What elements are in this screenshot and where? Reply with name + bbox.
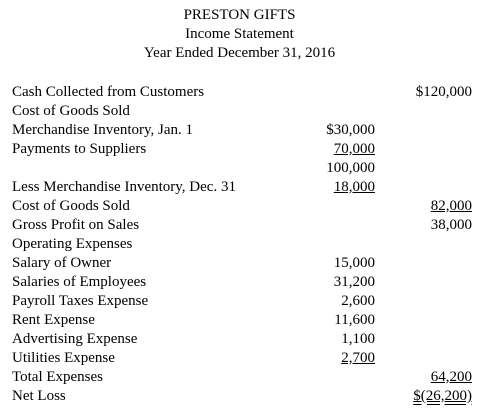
row-cogs-total [0, 197, 479, 216]
row-label: Operating Expenses [12, 236, 133, 252]
row-advertising [0, 330, 479, 349]
row-payroll-taxes [0, 292, 479, 311]
row-label: Merchandise Inventory, Jan. 1 [12, 122, 194, 138]
row-amount-value: 11,600 [334, 312, 375, 328]
row-cash-collected [0, 83, 479, 102]
row-label: Net Loss [12, 388, 66, 404]
row-total-value: 38,000 [430, 217, 472, 233]
row-amount-value: 18,000 [333, 179, 375, 195]
row-opex-heading [0, 235, 479, 254]
row-label: Less Merchandise Inventory, Dec. 31 [12, 179, 236, 195]
row-label: Salary of Owner [12, 255, 112, 271]
row-goods-available [0, 159, 479, 178]
row-salaries-employees [0, 273, 479, 292]
row-amount-value: 2,700 [341, 350, 375, 366]
row-utilities [0, 349, 479, 368]
row-label: Cost of Goods Sold [12, 103, 130, 119]
row-label: Cash Collected from Customers [12, 84, 205, 100]
row-amount-value: 100,000 [326, 160, 375, 176]
row-total-value: $120,000 [415, 84, 472, 100]
row-total-value: 64,200 [430, 369, 472, 385]
row-label: Payments to Suppliers [12, 141, 147, 157]
row-amount-value: 2,600 [341, 293, 375, 309]
row-total-expenses [0, 368, 479, 387]
row-amount-value: $30,000 [326, 122, 375, 138]
row-amount-value: 15,000 [333, 255, 375, 271]
row-total-value: 82,000 [430, 198, 472, 214]
row-amount-value: 31,200 [333, 274, 375, 290]
row-label: Payroll Taxes Expense [12, 293, 149, 309]
row-net-loss [0, 387, 479, 406]
statement-period: Year Ended December 31, 2016 [143, 45, 336, 61]
row-label: Total Expenses [12, 369, 104, 385]
statement-title: Income Statement [185, 26, 294, 42]
row-label: Utilities Expense [12, 350, 115, 366]
row-rent [0, 311, 479, 330]
row-payments-suppliers [0, 140, 479, 159]
row-inventory-jan [0, 121, 479, 140]
row-amount-value: 1,100 [341, 331, 375, 347]
row-inventory-dec [0, 178, 479, 197]
row-label: Advertising Expense [12, 331, 138, 347]
row-total-value: $(26,200) [413, 388, 472, 404]
row-label: Gross Profit on Sales [12, 217, 140, 233]
row-amount-value: 70,000 [333, 141, 375, 157]
company-name: PRESTON GIFTS [183, 7, 296, 23]
row-label: Cost of Goods Sold [12, 198, 130, 214]
row-label: Salaries of Employees [12, 274, 147, 290]
row-salary-owner [0, 254, 479, 273]
row-gross-profit [0, 216, 479, 235]
row-label: Rent Expense [12, 312, 95, 328]
row-cogs-heading [0, 102, 479, 121]
